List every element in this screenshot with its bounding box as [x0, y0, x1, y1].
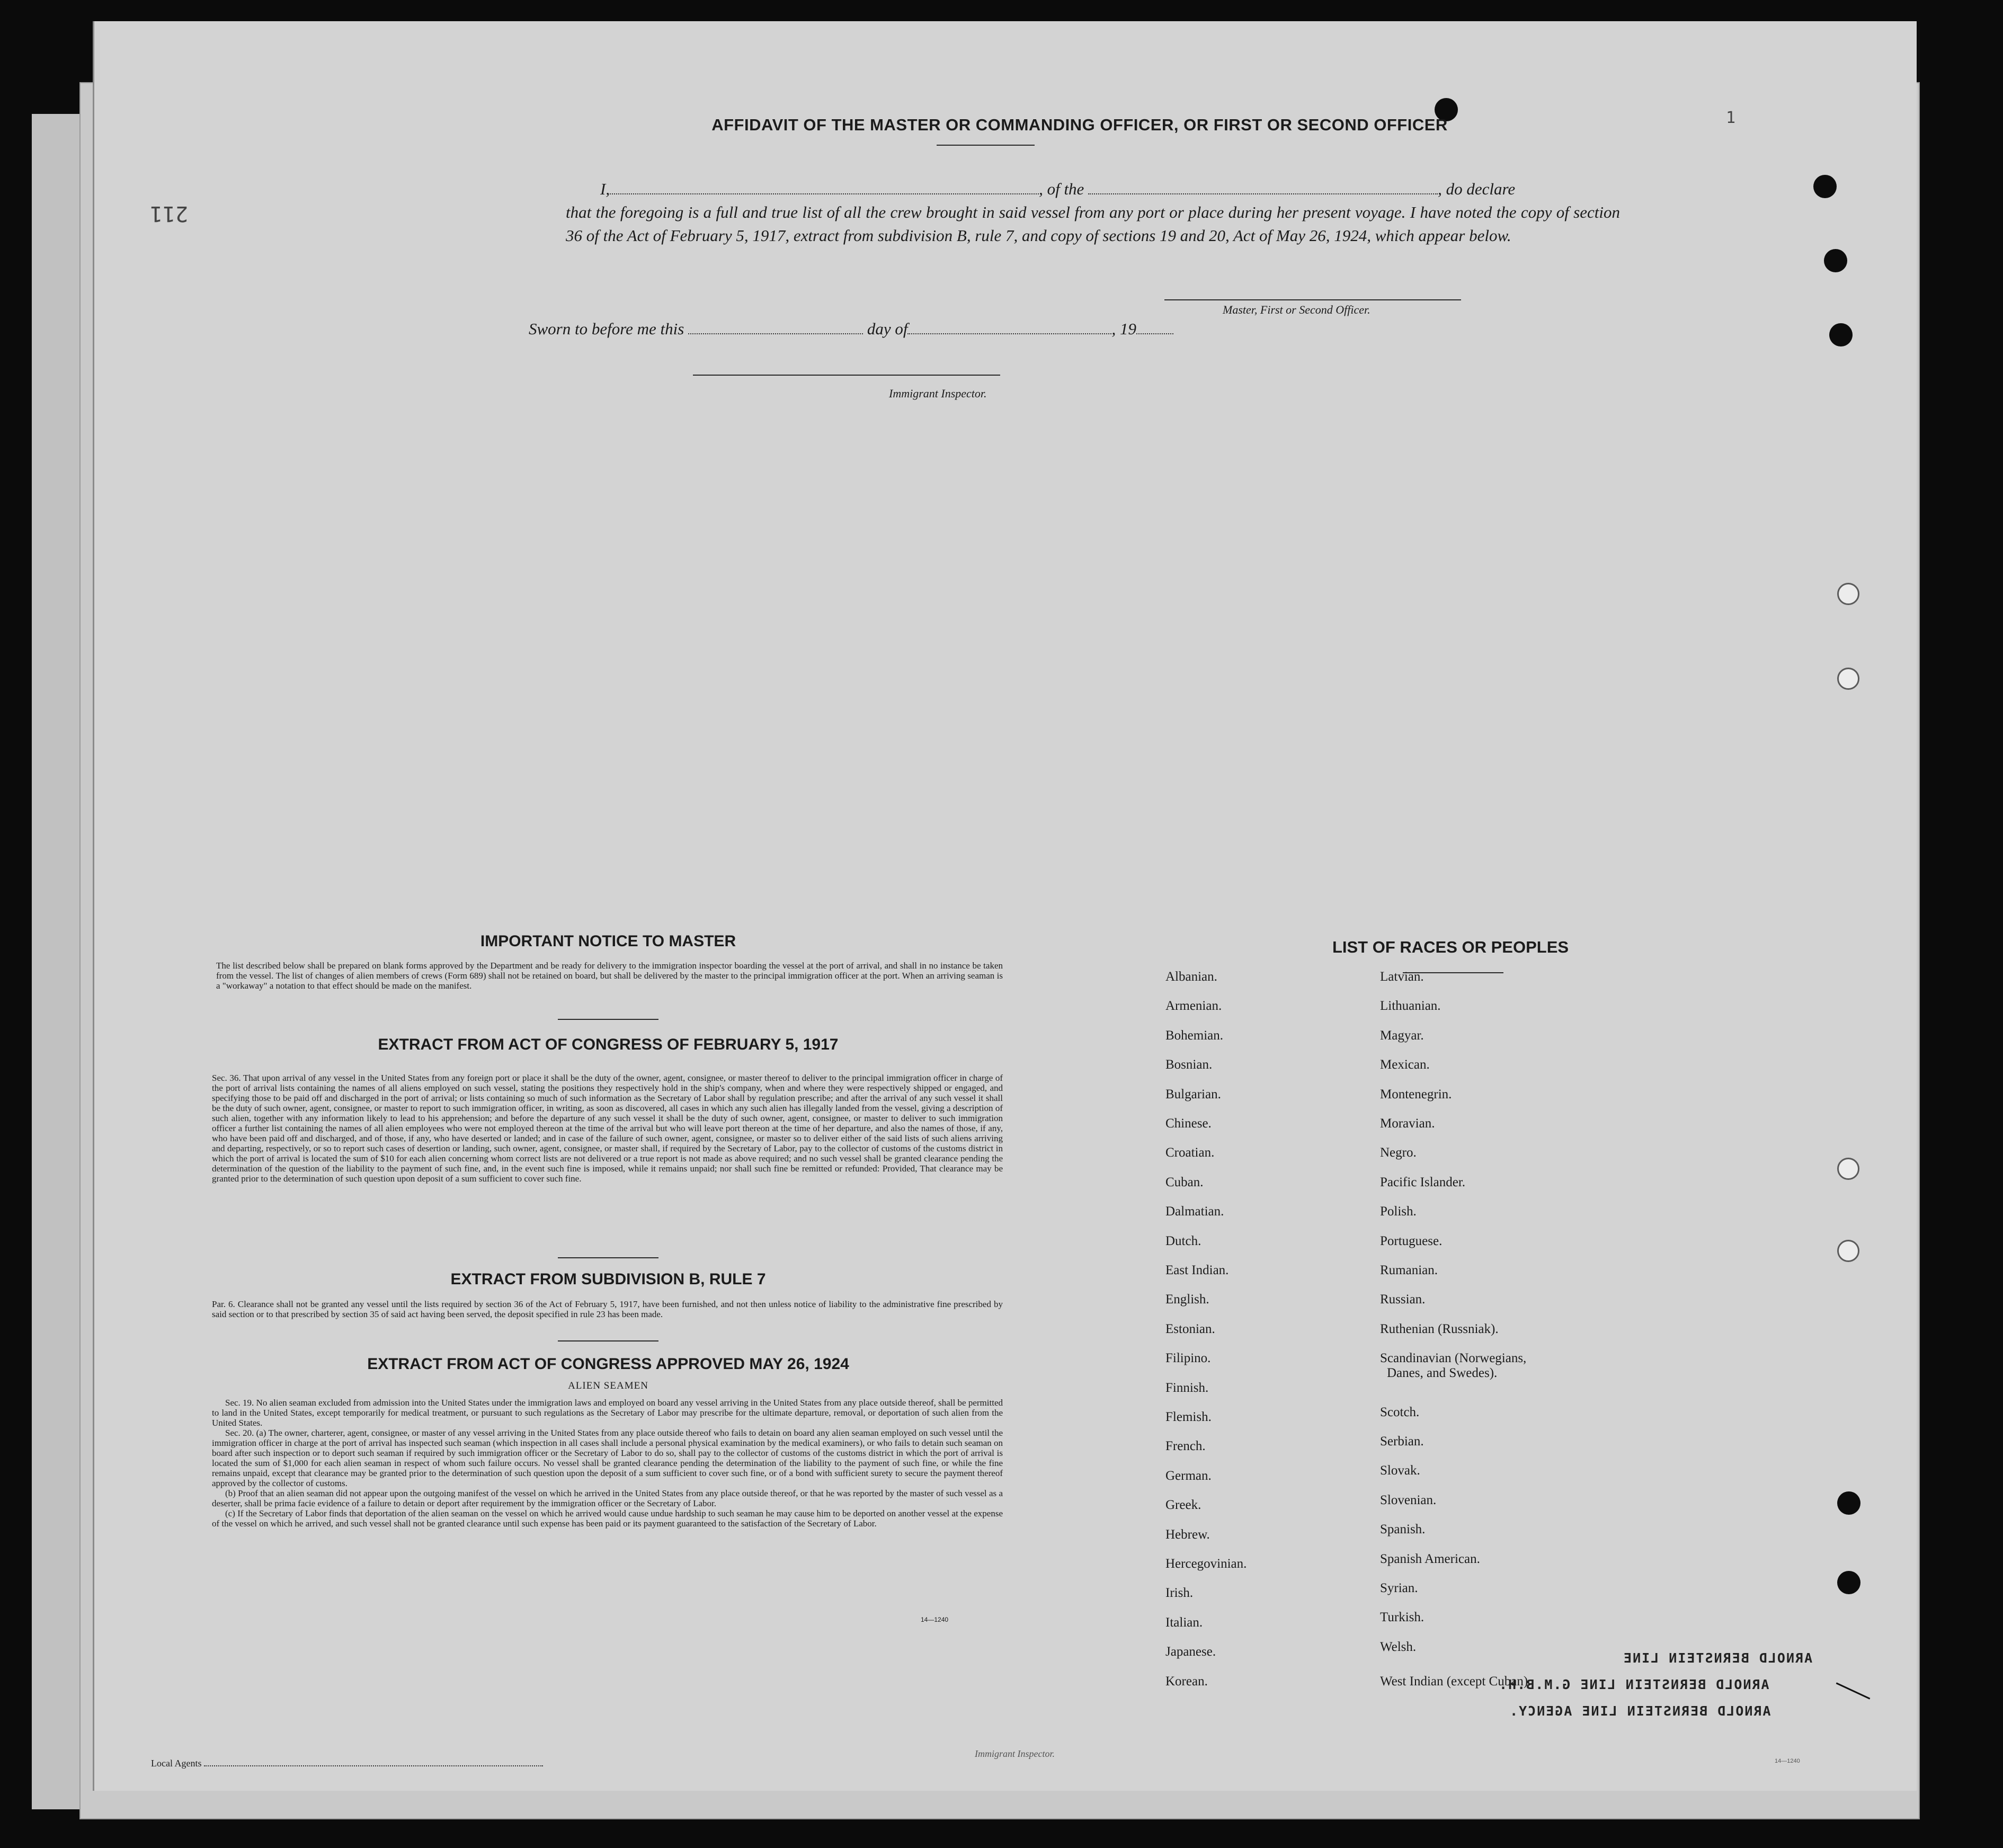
affidavit-of-the-label: , of the — [1039, 180, 1084, 198]
race-item: Russian. — [1380, 1292, 1426, 1307]
affidavit-declare-label: , do declare — [1438, 180, 1516, 198]
extract-rule7-title: EXTRACT FROM SUBDIVISION B, RULE 7 — [450, 1270, 766, 1288]
affidavit-text — [566, 177, 1620, 247]
race-item: Mexican. — [1380, 1058, 1430, 1072]
race-item: Hercegovinian. — [1165, 1557, 1247, 1571]
bottom-inspector-label: Immigrant Inspector. — [975, 1748, 1055, 1759]
master-signature-line — [1164, 299, 1461, 300]
race-item: German. — [1165, 1468, 1212, 1483]
race-item: Korean. — [1165, 1674, 1208, 1689]
day-of-label: day of — [867, 319, 908, 338]
affidavit-page — [93, 21, 1917, 1791]
race-item: Italian. — [1165, 1615, 1203, 1630]
sworn-label: Sworn to before me this — [529, 319, 684, 338]
page-number: 1 — [1726, 109, 1736, 127]
race-item: Irish. — [1165, 1586, 1194, 1601]
race-item: Greek. — [1165, 1498, 1201, 1513]
race-item: Bosnian. — [1165, 1058, 1213, 1072]
bottom-form-number: 14—1240 — [1775, 1758, 1800, 1764]
agency-stamp: ARNOLD BERNSTEIN LINE — [1623, 1650, 1813, 1666]
inspector-signature-label: Immigrant Inspector. — [889, 387, 987, 400]
race-item: Dutch. — [1165, 1233, 1201, 1248]
race-item: Spanish. — [1380, 1522, 1426, 1537]
title-underline — [937, 145, 1035, 146]
race-item: Polish. — [1380, 1204, 1417, 1219]
race-item: Chinese. — [1165, 1116, 1212, 1131]
race-item: Negro. — [1380, 1145, 1417, 1160]
races-title: LIST OF RACES OR PEOPLES — [1332, 938, 1569, 956]
race-item: Rumanian. — [1380, 1263, 1438, 1277]
divider — [558, 1340, 658, 1341]
punch-hole — [1837, 668, 1859, 690]
extract-1917-title: EXTRACT FROM ACT OF CONGRESS OF FEBRUARY 5, 1917 — [378, 1036, 839, 1053]
local-agents-label: Local Agents — [151, 1758, 543, 1769]
race-item: Turkish. — [1380, 1610, 1425, 1625]
divider — [558, 1019, 658, 1020]
agency-stamp: ARNOLD BERNSTEIN LINE AGENCY. — [1509, 1703, 1771, 1719]
race-item: Slovenian. — [1380, 1492, 1437, 1507]
master-signature-label: Master, First or Second Officer. — [1223, 303, 1370, 316]
inspector-signature-line — [693, 375, 1000, 376]
name-blank — [610, 193, 1039, 194]
bleed-through-text — [1207, 408, 1216, 427]
extract-1924-title: EXTRACT FROM ACT OF CONGRESS APPROVED MAY 26, 1924 — [367, 1355, 849, 1373]
form-number: 14—1240 — [921, 1616, 949, 1623]
pen-mark — [1836, 1682, 1871, 1699]
vessel-blank — [1088, 193, 1438, 194]
race-item: Syrian. — [1380, 1581, 1418, 1595]
affidavit-title: AFFIDAVIT OF THE MASTER OR COMMANDING OFFICER, OR FIRST OR SECOND OFFICER — [711, 116, 1448, 134]
extract-rule7-text: Par. 6. Clearance shall not be granted any vessel until the lists required by section 36 of the Act of February 5, 1917, have been furnished, and not then unless notice of liability to the administrative fine prescribed by said section or to that prescribed by section 35 of said act having been served, the deposit specified in rule 23 has been made. — [212, 1299, 1003, 1319]
notice-text: The list described below shall be prepared on blank forms approved by the Department and be ready for delivery to the immigration inspector boarding the vessel at the port of arrival, and shall in no instance be taken from the vessel. The list of changes of alien members of crews (Form 689) shall not be retained on board, but shall be delivered by the master to the principal immigration officer at the port. When an arriving seaman is a "workaway" a notation to that effect should be made on the manifest. — [216, 961, 1003, 991]
race-item: Scotch. — [1380, 1405, 1420, 1419]
race-item: Flemish. — [1165, 1410, 1212, 1424]
punch-hole — [1837, 583, 1859, 605]
year-label: , 19 — [1111, 319, 1136, 338]
punch-hole — [1829, 323, 1853, 346]
notice-title: IMPORTANT NOTICE TO MASTER — [480, 932, 736, 950]
sec20c-text: (c) If the Secretary of Labor finds that deportation of the alien seaman on the vessel on which he arrived would cause undue hardship to such seaman he may cause him to be deported on another vessel at the expense of the vessel on which he arrived, and such vessel shall not be granted clearance until such expense has been paid or its payment guaranteed to the satisfaction of the Secretary of Labor. — [212, 1508, 1003, 1529]
extract-1924-text — [212, 1398, 1003, 1529]
punch-hole — [1824, 249, 1847, 272]
race-item: French. — [1165, 1439, 1206, 1454]
sworn-month-blank — [907, 333, 1111, 334]
sec19-text: Sec. 19. No alien seaman excluded from admission into the United States under the immigration laws and employed on board any vessel arriving in the United States from any place outside thereof, shall be permitted to land in the United States, except temporarily for medical treatment, or pursuant to such regulations as the Secretary of Labor may prescribe for the ultimate departure, removal, or deportation of such alien from the United States. — [212, 1398, 1003, 1428]
race-item: Welsh. — [1380, 1639, 1417, 1654]
sworn-day-blank — [688, 333, 863, 334]
race-item: Magyar. — [1380, 1028, 1424, 1043]
race-item: Lithuanian. — [1380, 999, 1441, 1014]
sworn-year-blank — [1136, 333, 1173, 334]
alien-seamen-subtitle: ALIEN SEAMEN — [568, 1380, 648, 1391]
race-item: Hebrew. — [1165, 1527, 1210, 1542]
punch-hole — [1837, 1571, 1860, 1594]
agency-stamp: ARNOLD BERNSTEIN LINE G.M.B.H. — [1498, 1677, 1769, 1692]
race-item: Portuguese. — [1380, 1233, 1443, 1248]
race-item: Danes, and Swedes). — [1387, 1366, 1498, 1381]
sec20a-text: Sec. 20. (a) The owner, charterer, agent, consignee, or master of any vessel arriving in the United States from any place outside thereof who fails to detain on board any alien seaman employed on such vessel until the immigration officer in charge at the port of arrival has inspected such seaman (which inspection in all cases shall include a personal physical examination by the medical examiners), or who fails to detain such seaman on board after such inspection or to deport such seaman if required by such immigration officer or the Secretary of Labor to do so, shall pay to the collector of customs of the customs district in which the port of arrival is located the sum of $1,000 for each alien seaman in respect of whom such failure occurs. No vessel shall be granted clearance pending the determination of the liability to the payment of such fine, or while the fine remains unpaid, except that clearance may be granted prior to the determination of such question upon the deposit of a sum sufficient to cover such fine, or of a bond with sufficient surety to secure the payment thereof approved by the collector of customs. — [212, 1428, 1003, 1488]
race-item: Slovak. — [1380, 1463, 1420, 1478]
race-item: Scandinavian (Norwegians, — [1380, 1351, 1527, 1366]
race-item: Croatian. — [1165, 1145, 1215, 1160]
margin-reversed-number: 211 — [150, 201, 189, 226]
punch-hole — [1837, 1491, 1860, 1515]
punch-hole — [1837, 1158, 1859, 1180]
affidavit-body: that the foregoing is a full and true list of all the crew brought in said vessel from any port or place during her present voyage. I have noted the copy of section 36 of the Act of February 5, 1917, extract from subdivision B, rule 7, and copy of sections 19 and 20, Act of May 26, 1924, which appear below. — [566, 203, 1620, 245]
race-item: Finnish. — [1165, 1380, 1209, 1395]
local-agents-blank — [204, 1765, 543, 1766]
punch-hole — [1837, 1240, 1859, 1262]
race-item: Spanish American. — [1380, 1551, 1480, 1566]
race-item: Albanian. — [1165, 970, 1217, 984]
race-item: West Indian (except Cuban). — [1380, 1674, 1532, 1689]
race-item: Cuban. — [1165, 1175, 1204, 1189]
race-item: East Indian. — [1165, 1263, 1229, 1277]
race-item: Japanese. — [1165, 1645, 1216, 1659]
race-item: Latvian. — [1380, 970, 1424, 984]
race-item: Armenian. — [1165, 999, 1222, 1014]
affidavit-i-label: I, — [600, 180, 610, 198]
punch-hole — [1813, 175, 1837, 198]
race-item: Ruthenian (Russniak). — [1380, 1321, 1499, 1336]
race-item: English. — [1165, 1292, 1209, 1307]
race-item: Pacific Islander. — [1380, 1175, 1466, 1189]
race-item: Estonian. — [1165, 1321, 1215, 1336]
race-item: Serbian. — [1380, 1434, 1424, 1449]
sec20b-text: (b) Proof that an alien seaman did not appear upon the outgoing manifest of the vessel on which he arrived in the United States from any place outside thereof, or that he was reported by the master of such vessel as a deserter, shall be prima facie evidence of a failure to detain or deport after requirement by the immigration officer or the Secretary of Labor. — [212, 1488, 1003, 1508]
race-item: Filipino. — [1165, 1351, 1211, 1366]
race-item: Dalmatian. — [1165, 1204, 1224, 1219]
extract-1917-text: Sec. 36. That upon arrival of any vessel in the United States from any foreign port or place it shall be the duty of the owner, agent, consignee, or master thereof to deliver to the principal immigration officer in charge of the port of arrival lists containing the names of all aliens employed on such vessel, stating the positions they respectively hold in the ship's company, when and where they were respectively shipped or engaged, and specifying those to be paid off and discharged in the port of arrival; or lists containing so much of such information as the Secretary of Labor shall by regulation prescribe; and after the arrival of any such vessel it shall be the duty of such owner, agent, consignee, or master to report to such immigration officer, in writing, as soon as discovered, all cases in which any such alien has illegally landed from the vessel, giving a description of such alien, together with any information likely to lead to his apprehension; and before the departure of any such vessel it shall be the duty of such owner, agent, consignee, or master to deliver to such immigration officer a further list containing the names of all alien employees who were not employed thereon at the time of the arrival but who will leave port thereon at the time of her departure, and also the names of those, if any, who have been paid off and discharged, and of those, if any, who have deserted or landed; and in case of the failure of such owner, agent, consignee, or master so to deliver either of the said lists of such aliens arriving and departing, respectively, or so to report such cases of desertion or landing, such owner, agent, consignee, or master shall, if required by the Secretary of Labor, pay to the collector of customs of the customs district in which the port of arrival is located the sum of $10 for each alien concerning whom correct lists are not delivered or a true report is not made as above required; and no such vessel shall be granted clearance pending the determination of the question of the liability to the payment of such fine, and, in the event such fine is imposed, while it remains unpaid; nor shall such fine be remitted or refunded: Provided, That clearance may be granted prior to the determination of such question upon deposit of a sum sufficient to cover such fine. — [212, 1073, 1003, 1184]
race-item: Montenegrin. — [1380, 1087, 1452, 1101]
race-item: Bohemian. — [1165, 1028, 1224, 1043]
race-item: Moravian. — [1380, 1116, 1435, 1131]
sworn-line — [529, 319, 1173, 339]
divider — [558, 1257, 658, 1258]
race-item: Bulgarian. — [1165, 1087, 1221, 1101]
affidavit-first-line — [566, 177, 1620, 201]
